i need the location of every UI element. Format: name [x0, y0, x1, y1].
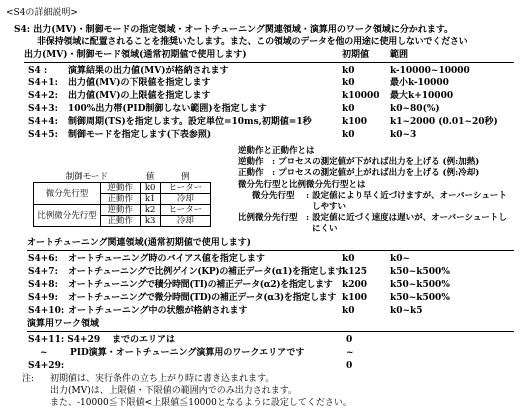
notes-line-2: 出力(MV)は、上限値・下限値の範囲内でのみ出力されます。 — [50, 386, 298, 396]
work-row-3-reg: S4+29: — [28, 361, 65, 371]
explain-derivative-label: 微分先行型 — [252, 191, 295, 201]
section-work-underline — [27, 331, 514, 332]
work-row-3-init: 0 — [346, 361, 353, 371]
notes-line-3: また、-10000≦下限値<上限値≦10000となるように設定してください。 — [50, 398, 352, 408]
explain-title-direction: 逆動作と正動作とは — [238, 146, 315, 156]
explain-proportional-label: 比例微分先行型 — [238, 213, 298, 223]
work-row-1-reg: S4+11: S4+29 — [28, 335, 101, 345]
header-example: 例 — [160, 172, 210, 183]
work-row-2-init: ~ — [346, 348, 354, 358]
explain-title-derivative: 微分先行型と比例微分先行型とは — [238, 180, 366, 190]
page-title: <S4の詳細説明> — [6, 8, 78, 18]
explain-forward-label: 正動作 — [238, 168, 264, 178]
table-row: 微分先行型 逆動作 k0 ヒーター — [34, 183, 211, 194]
explain-reverse-label: 逆動作 — [238, 157, 264, 167]
section-mv-underline — [24, 62, 514, 63]
control-mode-table — [33, 172, 211, 227]
explain-derivative-text-1: : 設定値により早く近づけますが、オーバーシュート — [306, 191, 507, 201]
work-row-1-init: 0 — [346, 335, 353, 345]
work-row-1-desc: までのエリアは — [112, 335, 176, 345]
intro-line-2: 非保持領域に配置されることを推奨いたします。また、この領域のデータを他の用途に使用しないでください — [37, 37, 468, 47]
col-range-header: 範囲 — [390, 50, 409, 60]
explain-forward-text: : プロセスの測定値が上がれば出力を上げる (例:冷却) — [272, 168, 480, 178]
document-page: <S4の詳細説明> S4: 出力(MV)・制御モードの指定領域・オートチューニング関連領域・演算用のワーク領域に分かれます。 非保持領域に配置されることを推奨いたします。また、この領域のデータを他の用途に使用しないでください 出力(MV)・制御モード領域(通常初期値で使用します) 初期値 範囲 S4 : 演算結果の出力値(MV)が格納されます k0 k-10000~10000 S4+1: 出力値(MV)の下限値を指定します k0 最小k-10000 S4+2: 出力値(MV)の上限値を指定します k10000 最大k+10000 S4+3: 100%出力帯(PID制御しない範囲)を指定します k0 k0~80(%) S4+4: 制御周期(TS)を指定します。設定単位=10ms,初期値=1秒 k100 k1~2000 (0.01~20秒) S4+5: 制御モードを指定します(下表参照) k0 k0~3 制御モード 値 例 微分先行型 逆動作 k0 ヒーター 正動作 k1 冷却 比例微分先行型 逆動作 k2 ヒーター 正動作 k3 冷却 逆動作と正動作とは 逆動作 : プロセスの測定値が下がれば出力を上げる (例:加熱) 正動作 : プロセスの測定値が上がれば出力を上げる (例:冷却) 微分先行型と比例微分先行型とは 微分先行型 : 設定値により早く近づけますが、オーバーシュート しやすい 比例微分先行型 : 設定値に近づく速度は遅いが、オーバーシュートし にくい オートチューニング関連領域(通常初期値で使用します) S4+6: オートチューニング時のバイアス値を指定します k0 k0~ S4+7: オートチューニングで比例ゲイン(KP)の補正データ(α1)を指定します k125 k50~k500% S4+8: オートチューニングで積分時間(TI)の補正データ(α2)を指定します k200 k50~k500% S4+9: オートチューニングで微分時間(TD)の補正データ(α3)を指定します k100 k50~k500% S4+10: オートチューニング中の状態が格納されます k0 k0~k5 演算用ワーク領域 S4+11: S4+29 までのエリアは 0 ~ PID演算・オートチューニング演算用のワークエリアです ~ S4+29: 0 注: 初期値は、実行条件の立ち上がり時に書き込まれます。 出力(MV)は、上限値・下限値の範囲内でのみ出力されます。 また、-10000≦下限値<上限値≦10000となるように設定してください。 — [0, 0, 528, 414]
notes-line-1: 初期値は、実行条件の立ち上がり時に書き込まれます。 — [50, 374, 275, 384]
header-mode: 制御モード — [34, 172, 141, 183]
section-at-underline — [27, 250, 514, 251]
table-row: 比例微分先行型 逆動作 k2 ヒーター — [34, 205, 211, 216]
intro-line-1: S4: 出力(MV)・制御モードの指定領域・オートチューニング関連領域・演算用のワーク領域に分かれます。 — [14, 25, 454, 35]
col-initial-header: 初期値 — [342, 50, 370, 60]
header-value: 値 — [140, 172, 160, 183]
explain-proportional-text-2: にくい — [312, 224, 338, 234]
section-at-header: オートチューニング関連領域(通常初期値で使用します) — [27, 238, 252, 248]
table-row: 正動作 k1 冷却 — [34, 194, 211, 205]
table-header-row — [34, 172, 211, 183]
section-work-header: 演算用ワーク領域 — [27, 319, 100, 329]
work-row-2-tilde: ~ — [40, 348, 48, 358]
work-row-2-desc: PID演算・オートチューニング演算用のワークエリアです — [70, 348, 305, 358]
explain-reverse-text: : プロセスの測定値が下がれば出力を上げる (例:加熱) — [272, 157, 480, 167]
explain-derivative-text-2: しやすい — [312, 202, 347, 212]
section-mv-header: 出力(MV)・制御モード領域(通常初期値で使用します) — [24, 50, 247, 60]
explain-proportional-text-1: : 設定値に近づく速度は遅いが、オーバーシュートし — [306, 213, 507, 223]
table-row: 正動作 k3 冷却 — [34, 216, 211, 227]
notes-label: 注: — [22, 374, 35, 384]
